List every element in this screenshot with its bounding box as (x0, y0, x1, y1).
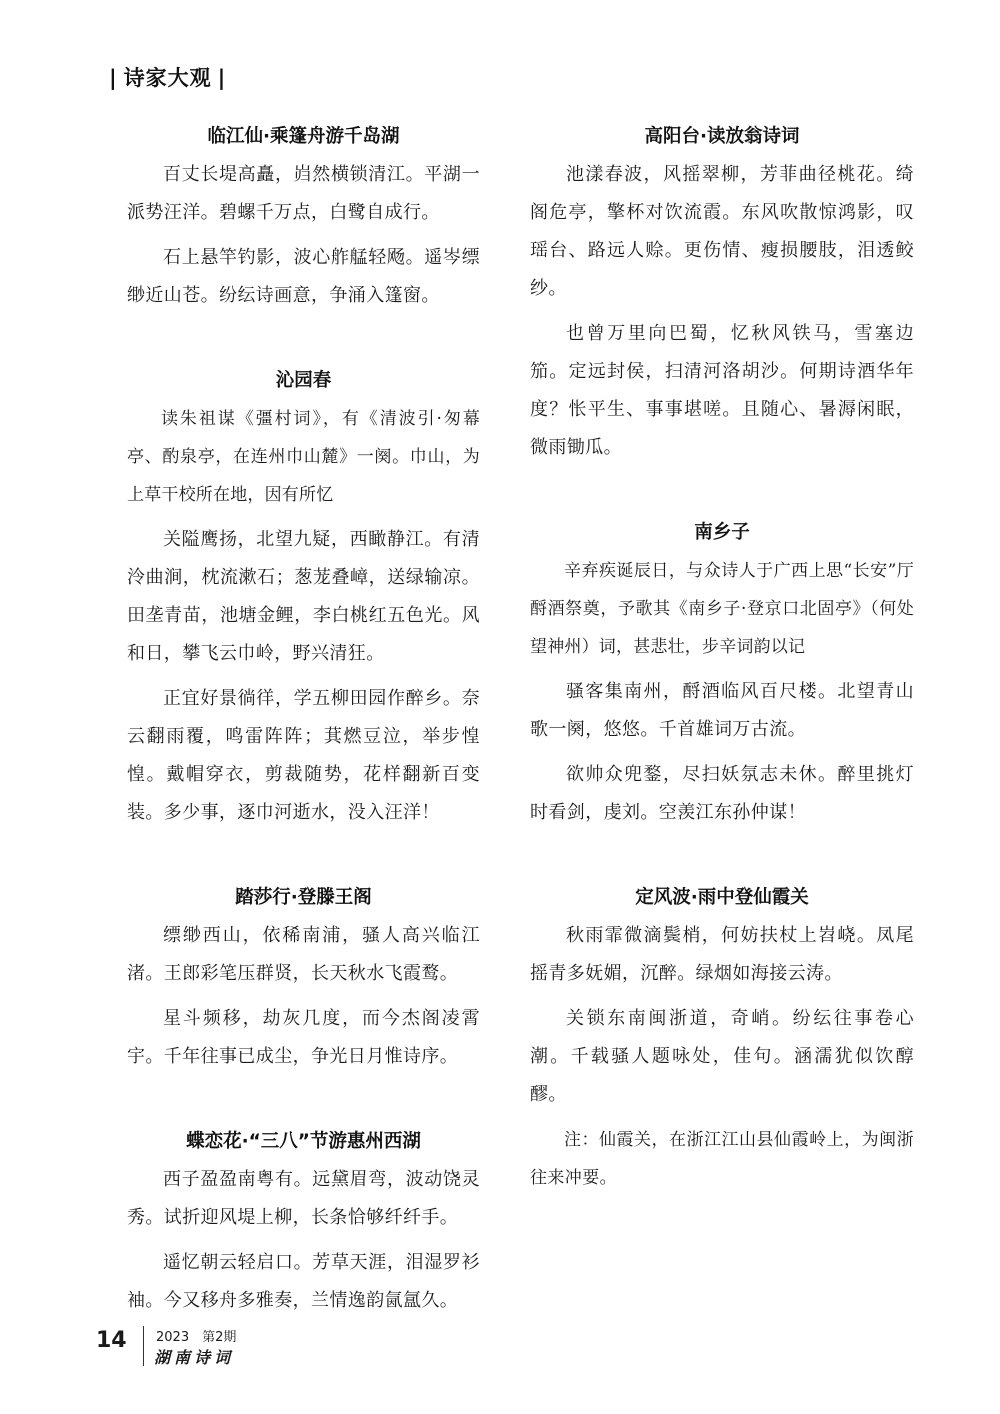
poem-stanza: 正宜好景徜徉，学五柳田园作醉乡。奈云翻雨覆，鸣雷阵阵；萁燃豆泣，举步惶惶。戴帽穿衣，剪裁随势，花样翻新百变装。多少事，逐巾河逝水，没入汪洋！ (127, 688, 480, 823)
poem-stanza: 骚客集南州，酹酒临风百尺楼。北望青山歌一阕，悠悠。千首雄词万古流。 (530, 681, 914, 740)
poem (530, 118, 914, 467)
section-label: 诗家大观 (123, 66, 212, 90)
poem-stanza: 池漾春波，风摇翠柳，芳菲曲径桃花。绮阁危亭，擎杯对饮流霞。东风吹散惊鸿影，叹瑶台、路远人赊。更伤情、瘦损腰肢，泪透鲛纱。 (530, 164, 914, 299)
poem (127, 1123, 480, 1320)
poem-title: 临江仙·乘篷舟游千岛湖 (207, 126, 400, 147)
poem-title: 定风波·雨中登仙霞关 (635, 887, 809, 908)
page-number: 14 (96, 1328, 127, 1353)
section-header (103, 62, 232, 92)
right-column (530, 118, 914, 1204)
poem-title: 南乡子 (694, 522, 750, 543)
poem (530, 514, 914, 832)
poem-stanza: 关锁东南闽浙道，奇峭。纷纭往事卷心潮。千载骚人题咏处，佳句。涵濡犹似饮醇醪。 (530, 1008, 914, 1105)
poem-title: 蝶恋花·“三八”节游惠州西湖 (186, 1131, 421, 1152)
poem-stanza: 石上悬竿钓影，波心舴艋轻飏。遥岑缥缈近山苍。纷纭诗画意，争涌入篷窗。 (127, 247, 480, 306)
poem-stanza: 欲帅众兜鍪，尽扫妖氛志未休。醉里挑灯时看剑，虔刘。空羡江东孙仲谋！ (530, 764, 914, 823)
poem-preface: 读朱祖谋《彊村词》，有《清波引·匆幕亭、酌泉亭，在连州巾山麓》一阕。巾山，为上草干校所在地，因有所忆 (127, 409, 480, 505)
left-column (127, 118, 480, 1327)
poem-stanza: 遥忆朝云轻启口。芳草天涯，泪湿罗衫袖。今又移舟多雅奏，兰情逸韵氤氲久。 (127, 1252, 480, 1311)
header-bar-left: | (109, 66, 118, 90)
poem (127, 118, 480, 315)
poem (127, 362, 480, 832)
poem-preface: 辛弃疾诞辰日，与众诗人于广西上思“长安”厅酹酒祭奠，予歌其《南乡子·登京口北固亭》（何处望神州）词，甚悲壮，步辛词韵以记 (530, 561, 914, 657)
magazine-title: 湖南诗词 (154, 1348, 235, 1367)
poem-title: 踏莎行·登滕王阁 (235, 887, 372, 908)
poem-stanza: 西子盈盈南粤有。远黛眉弯，波动饶灵秀。试折迎风堤上柳，长条恰够纤纤手。 (127, 1169, 480, 1228)
poem (530, 879, 914, 1197)
footer-divider (143, 1326, 144, 1366)
poem-stanza: 秋雨霏微滴鬓梢，何妨扶杖上岧峣。凤尾摇青多妩媚，沉醉。绿烟如海接云涛。 (530, 925, 914, 984)
poem-title: 高阳台·读放翁诗词 (644, 126, 800, 147)
poem-note: 注：仙霞关，在浙江江山县仙霞岭上，为闽浙往来冲要。 (530, 1130, 914, 1188)
poem-stanza: 百丈长堤高矗，岿然横锁清江。平湖一派势汪洋。碧螺千万点，白鹭自成行。 (127, 164, 480, 223)
poem-title: 沁园春 (275, 370, 332, 391)
poem (127, 879, 480, 1076)
poem-stanza: 星斗频移，劫灰几度，而今杰阁凌霄宇。千年往事已成尘，争光日月惟诗序。 (127, 1008, 480, 1067)
poem-stanza: 关隘鹰扬，北望九疑，西瞰静江。有清泠曲涧，枕流漱石；葱茏叠嶂，送绿输凉。田垄青苗，池塘金鲤，李白桃红五色光。风和日，攀飞云巾岭，野兴清狂。 (127, 529, 480, 664)
issue-info: 2023 第2期 (156, 1330, 237, 1345)
poem-stanza: 也曾万里向巴蜀，忆秋风铁马，雪塞边笳。定远封侯，扫清河洛胡沙。何期诗酒华年度？怅平生、事事堪嗟。且随心、暑溽闲眠，微雨锄瓜。 (530, 323, 914, 458)
poem-stanza: 缥缈西山，依稀南浦，骚人高兴临江渚。王郎彩笔压群贤，长天秋水飞霞鹜。 (127, 925, 480, 984)
header-bar-right: | (217, 66, 227, 90)
